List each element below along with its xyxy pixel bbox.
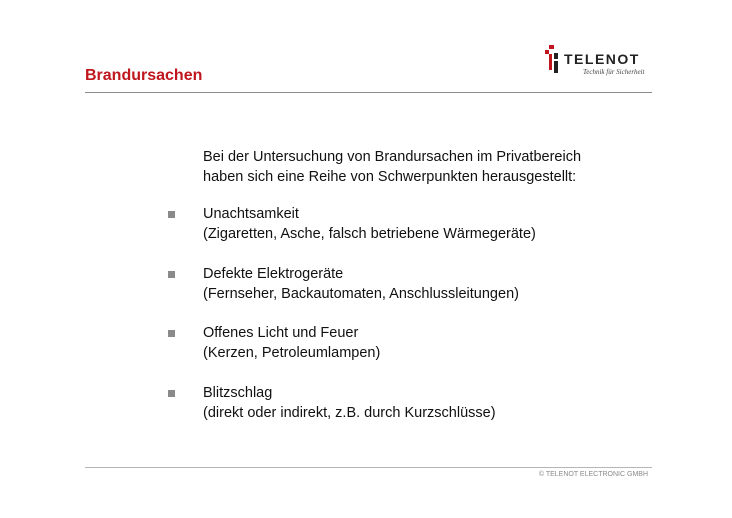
list-item-title: Blitzschlag [203, 385, 273, 401]
intro-text [203, 147, 643, 187]
list-item [0, 204, 700, 250]
footer-copyright: © TELENOT ELECTRONIC GMBH [538, 471, 648, 478]
list-item-text [203, 204, 663, 244]
list-item-title: Unachtsamkeit [203, 206, 299, 222]
list-item [0, 323, 700, 369]
square-bullet-icon [168, 271, 175, 278]
list-item [0, 264, 700, 310]
list-item-text [203, 264, 663, 304]
telenot-logo-icon [540, 45, 562, 75]
intro-line: haben sich eine Reihe von Schwerpunkten herausgestellt: [203, 169, 577, 185]
list-item-detail: (Fernseher, Backautomaten, Anschlussleitungen) [203, 286, 519, 302]
intro-line: Bei der Untersuchung von Brandursachen im Privatbereich [203, 149, 582, 165]
list-item-detail: (direkt oder indirekt, z.B. durch Kurzschlüsse) [203, 405, 496, 421]
list-item-title: Defekte Elektrogeräte [203, 266, 344, 282]
company-logo [540, 45, 655, 79]
list-item-title: Offenes Licht und Feuer [203, 325, 359, 341]
square-bullet-icon [168, 330, 175, 337]
list-item-text [203, 383, 663, 423]
logo-wordmark: TELENOT [564, 51, 640, 67]
logo-tagline: Technik für Sicherheit [583, 68, 645, 76]
list-item [0, 383, 700, 429]
square-bullet-icon [168, 390, 175, 397]
footer-divider [85, 467, 652, 468]
square-bullet-icon [168, 211, 175, 218]
header-divider [85, 92, 652, 93]
page-title: Brandursachen [85, 67, 203, 84]
list-item-detail: (Kerzen, Petroleumlampen) [203, 345, 381, 361]
list-item-text [203, 323, 663, 363]
list-item-detail: (Zigaretten, Asche, falsch betriebene Wärmegeräte) [203, 226, 536, 242]
